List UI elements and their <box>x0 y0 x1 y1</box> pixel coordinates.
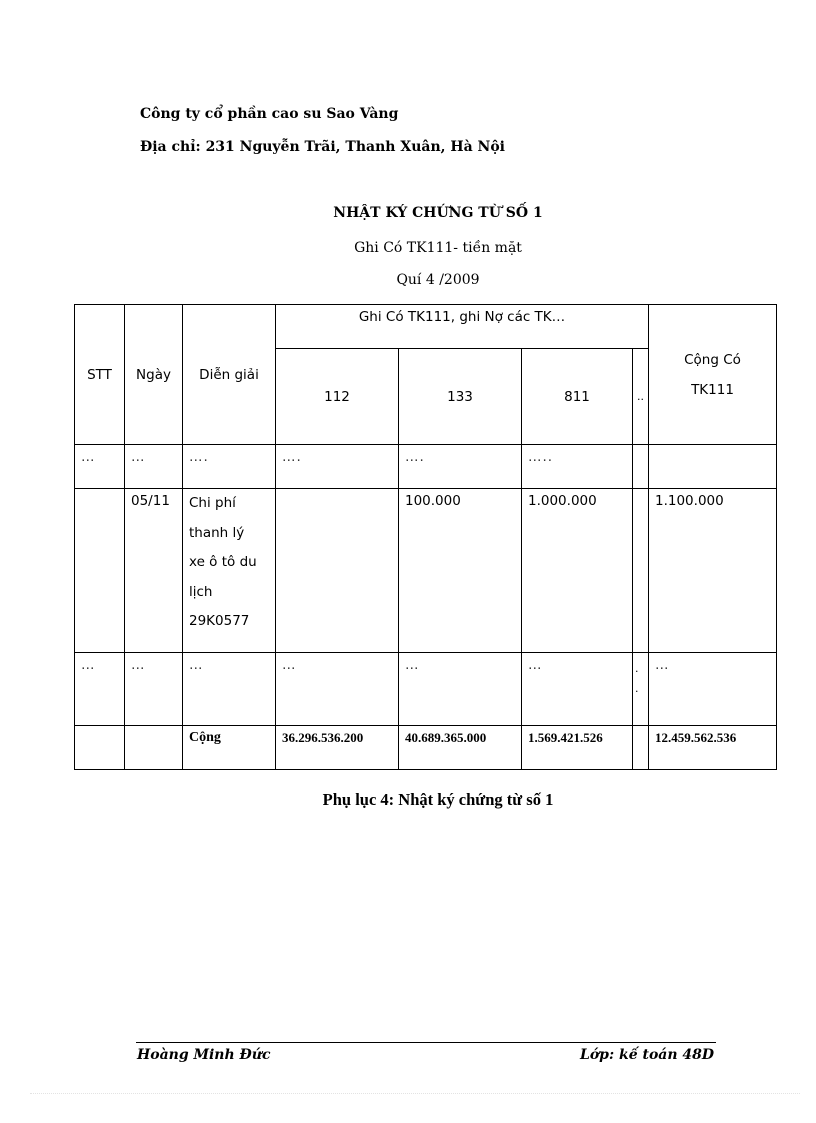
total-112: 36.296.536.200 <box>276 726 399 770</box>
cell-133: 100.000 <box>399 489 522 653</box>
report-subtitle: Ghi Có TK111- tiền mặt <box>354 240 522 256</box>
cell-ngay: … <box>125 653 183 726</box>
page-bottom-dotted-line <box>30 1093 800 1094</box>
cell-dien-giai: … <box>183 653 276 726</box>
cell-cong <box>649 445 777 489</box>
cell-112: … <box>276 653 399 726</box>
table-row <box>75 653 777 726</box>
dien-giai-line: thanh lý <box>189 524 245 541</box>
cell-stt <box>75 489 125 653</box>
cell-stt <box>75 726 125 770</box>
cell-112 <box>276 489 399 653</box>
header-cong-co <box>649 305 777 445</box>
total-cong: 12.459.562.536 <box>649 726 777 770</box>
footer-class: Lớp: kế toán 48D <box>580 1047 715 1063</box>
dien-giai-line: lịch <box>189 583 213 600</box>
cell-dien-giai <box>183 489 276 653</box>
report-title: NHẬT KÝ CHỨNG TỪ SỐ 1 <box>333 205 543 221</box>
header-dien-giai: Diễn giải <box>183 305 276 445</box>
header-cong-line1: Cộng Có <box>684 351 741 368</box>
cell-dien-giai: …. <box>183 445 276 489</box>
total-133: 40.689.365.000 <box>399 726 522 770</box>
cell-more <box>633 653 649 726</box>
cell-cong: … <box>649 653 777 726</box>
cell-more <box>633 445 649 489</box>
totals-label: Cộng <box>183 726 276 770</box>
header-811: 811 <box>522 349 633 445</box>
dien-giai-line: Chi phí <box>189 495 236 511</box>
table-caption: Phụ lục 4: Nhật ký chứng từ số 1 <box>322 790 554 809</box>
company-address: Địa chỉ: 231 Nguyễn Trãi, Thanh Xuân, Hà Nội <box>140 139 505 155</box>
footer-author: Hoàng Minh Đức <box>137 1047 271 1063</box>
table-row <box>75 445 777 489</box>
header-ngay: Ngày <box>125 305 183 445</box>
cell-ngay: 05/11 <box>125 489 183 653</box>
more-dot: . <box>635 682 639 695</box>
company-name: Công ty cổ phần cao su Sao Vàng <box>140 106 399 122</box>
cell-ngay: … <box>125 445 183 489</box>
dien-giai-line: 29K0577 <box>189 613 250 629</box>
table-row <box>75 489 777 653</box>
cell-811: ….. <box>522 445 633 489</box>
cell-stt: … <box>75 445 125 489</box>
header-112: 112 <box>276 349 399 445</box>
footer-divider <box>136 1042 716 1043</box>
cell-133: …. <box>399 445 522 489</box>
header-stt: STT <box>75 305 125 445</box>
report-period: Quí 4 /2009 <box>396 272 480 288</box>
cell-112: …. <box>276 445 399 489</box>
cell-more <box>633 489 649 653</box>
cell-stt: … <box>75 653 125 726</box>
journal-table <box>74 304 777 770</box>
more-dot: . <box>635 662 639 675</box>
header-group: Ghi Có TK111, ghi Nợ các TK… <box>276 305 649 349</box>
total-811: 1.569.421.526 <box>522 726 633 770</box>
header-cong-line2: TK111 <box>691 381 734 398</box>
totals-row <box>75 726 777 770</box>
header-more: .. <box>633 349 649 445</box>
cell-cong: 1.100.000 <box>649 489 777 653</box>
cell-more <box>633 726 649 770</box>
cell-133: … <box>399 653 522 726</box>
cell-811: 1.000.000 <box>522 489 633 653</box>
cell-811: … <box>522 653 633 726</box>
header-133: 133 <box>399 349 522 445</box>
cell-ngay <box>125 726 183 770</box>
dien-giai-line: xe ô tô du <box>189 554 257 570</box>
